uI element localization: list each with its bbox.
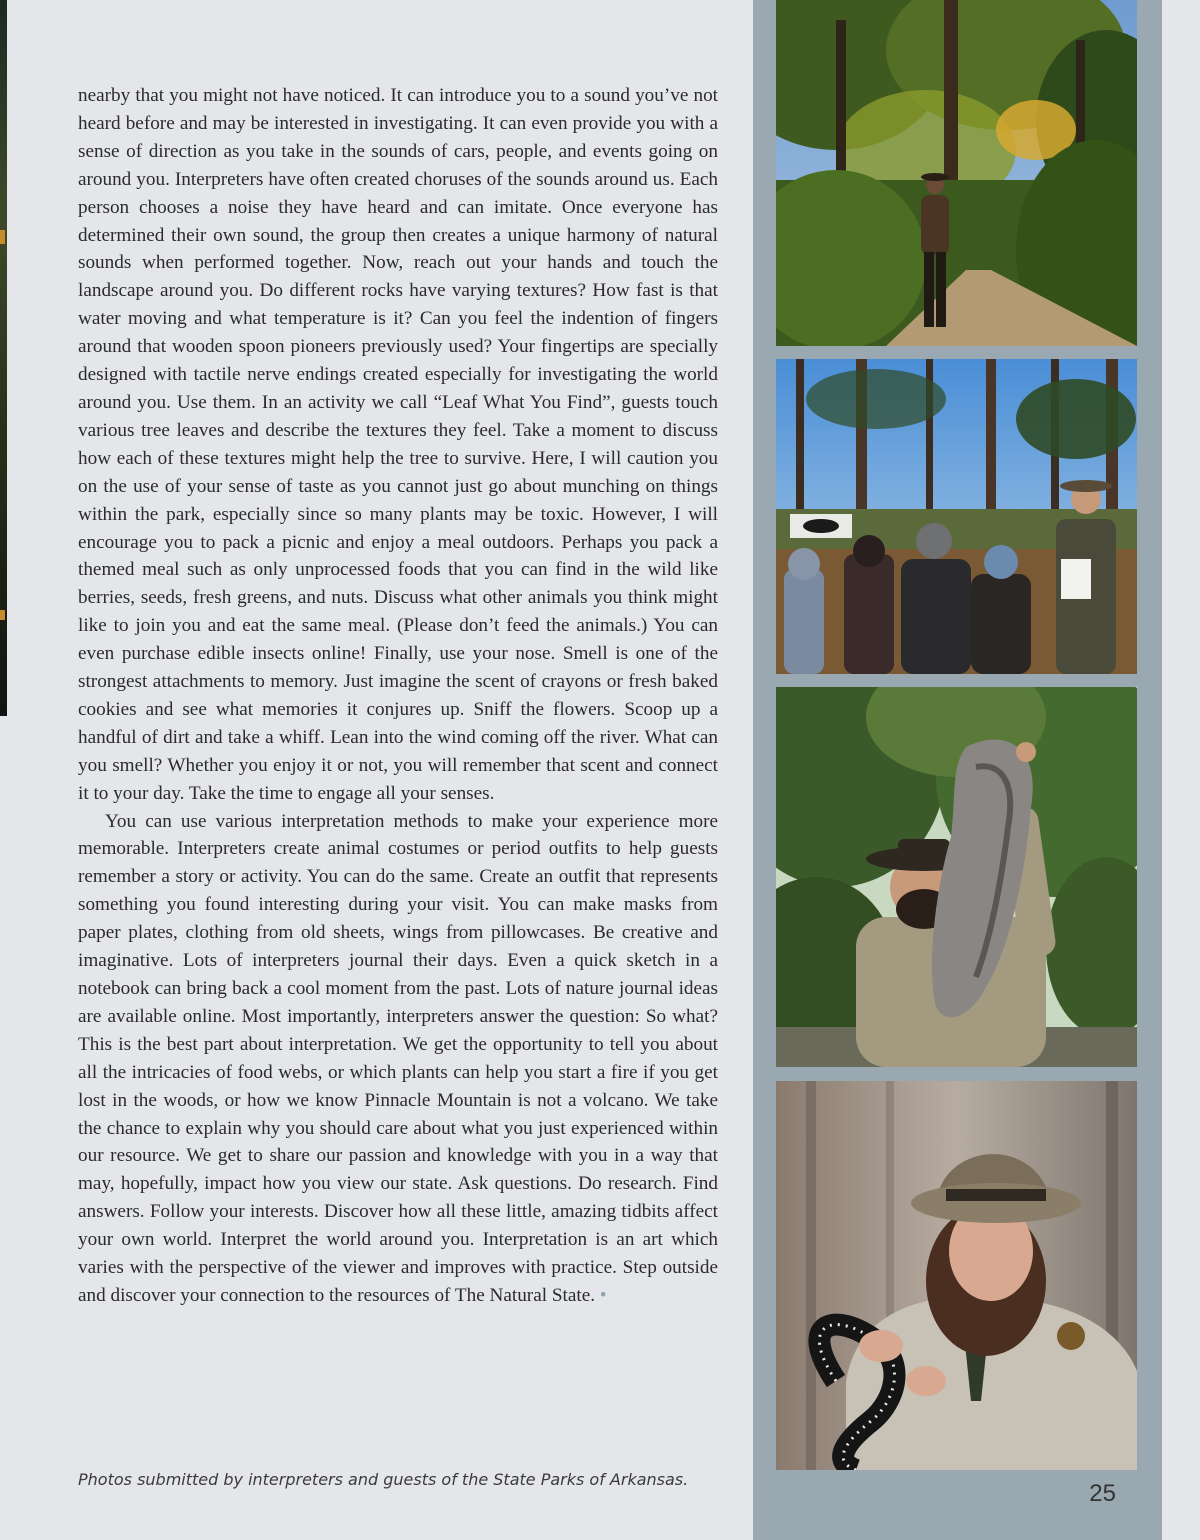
photo-ranger-on-trail — [776, 0, 1137, 346]
adjacent-page-edge — [0, 0, 7, 716]
paragraph-2-text: You can use various interpretation methods to make your experience more memorable. Interpreters create animal costumes or period outfits to help guests remember a story or activity. You can do the same. Create an outfit that represents something you found interesting during your visit. You can make masks from paper plates, clothing from old sheets, wings from pillowcases. Be creative and imaginative. Lots of interpreters journal their days. Even a quick sketch in a notebook can bring back a cool moment from the past. Lots of nature journal ideas are available online. Most importantly, interpreters answer the question: So what? This is the best part about interpretation. We get the opportunity to tell you about all the intricacies of food webs, or which plants can help you start a fire if you get lost in the woods, or how we know Pinnacle Mountain is not a volcano. We take the chance to explain why you should care about what you just experienced within our resource. We get to share our passion and knowledge with you in a way that may, hopefully, impact how you view our state. Ask questions. Do research. Find answers. Follow your interests. Discover how all these little, amazing tidbits affect your own world. Interpret the world around you. Interpretation is an art which varies with the perspective of the viewer and improves with practice. Step outside and discover your connection to the resources of The Natural State. — [78, 810, 718, 1306]
edge-highlight — [0, 230, 5, 244]
photo-credit-caption: Photos submitted by interpreters and guests of the State Parks of Arkansas. — [78, 1470, 689, 1489]
body-paragraph-1: nearby that you might not have noticed. It can introduce you to a sound you’ve not heard before and may be interested in investigating. It can even provide you with a sense of direction as you take in the sounds of cars, people, and events going on around you. Interpreters have often created choruses of the sounds around us. Each person chooses a noise they have heard and can imitate. Once everyone has determined their own sound, the group then creates a unique harmony of natural sounds when performed together. Now, reach out your hands and touch the landscape around you. Do different rocks have varying textures? How fast is that water moving and what temperature is it? Can you feel the indention of fingers around that wooden spoon pioneers previously used? Your fingertips are specially designed with tactile nerve endings created especially for investigating the world around you. Use them. In an activity we call “Leaf What You Find”, guests touch various tree leaves and describe the textures they feel. Take a moment to discuss how each of these textures might help the tree to survive. Here, I will caution you on the use of your sense of taste as you cannot just go about munching on things within the park, especially since so many plants may be toxic. However, I will encourage you to pack a picnic and enjoy a meal outdoors. Perhaps you pack a themed meal such as only unprocessed foods that you can find in the wild like berries, seeds, fresh greens, and nuts. Discuss what other animals you think might like to join you and eat the same meal. (Please don’t feed the animals.) You can even purchase edible insects online! Finally, use your nose. Smell is one of the strongest attachments to memory. Just imagine the scent of crayons or fresh baked cookies and see what memories it conjures up. Sniff the flowers. Scoop up a handful of dirt and take a whiff. Lean into the wind coming off the river. What can you smell? Whether you enjoy it or not, you will remember that scent and connect it to your day. Take the time to engage all your senses. — [78, 85, 718, 804]
photo-ranger-holding-pelt — [776, 687, 1137, 1067]
body-paragraph-2 — [78, 808, 718, 1310]
photo-ranger-holding-snake — [776, 1081, 1137, 1470]
page-number: 25 — [1089, 1480, 1116, 1507]
photo-ranger-with-group — [776, 359, 1137, 674]
article-body — [78, 82, 718, 1310]
photo-sidebar — [753, 0, 1162, 1540]
end-mark: • — [599, 1284, 607, 1306]
edge-highlight — [0, 610, 5, 620]
